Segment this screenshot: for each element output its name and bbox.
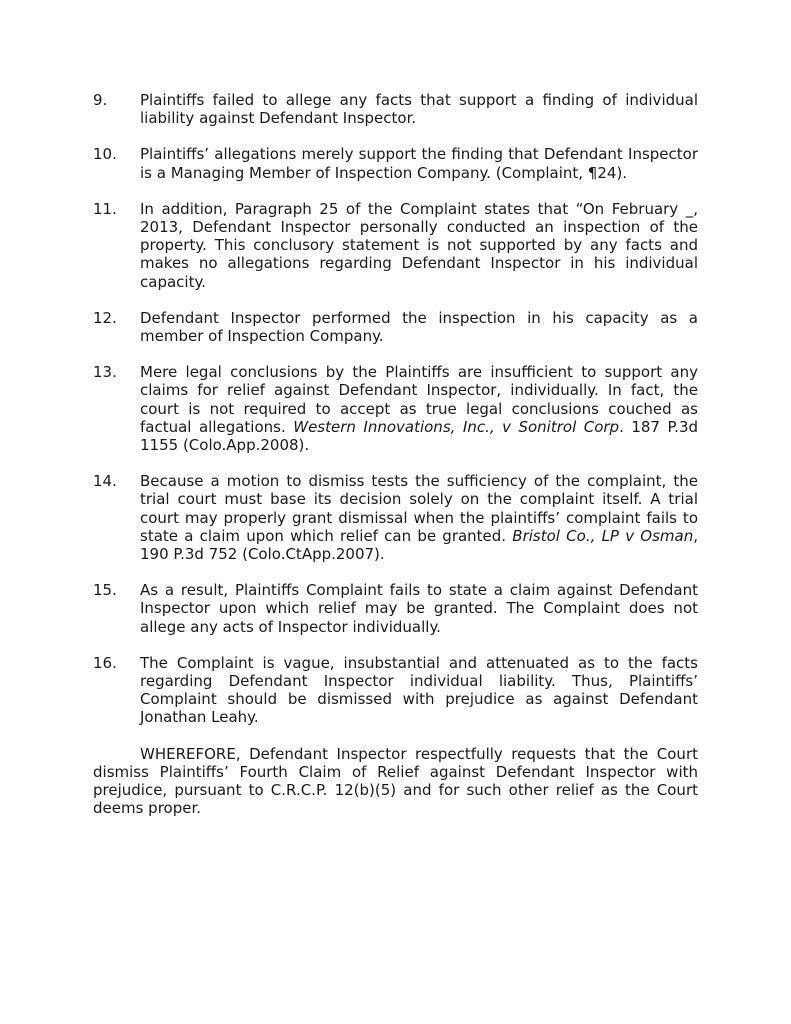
numbered-paragraph: [93, 309, 698, 345]
text-segment: In addition, Paragraph 25 of the Complaint states that “On February _, 2013, Defendant Inspector personally conducted an inspection of the property. This conclusory statement is not supported by any facts and makes no allegations regarding Defendant Inspector in his individual capacity.: [140, 199, 698, 291]
paragraph-text: [140, 654, 698, 727]
paragraph-number: 13.: [93, 363, 117, 382]
numbered-paragraph: [93, 472, 698, 563]
text-segment: Because a motion to dismiss tests the sufficiency of the complaint, the trial court must base its decision solely on the complaint itself. A trial court may properly grant dismissal when the plaintiffs’ complaint fails to state a claim upon which relief can be granted.: [140, 472, 698, 545]
paragraph-number: 10.: [93, 145, 117, 164]
text-segment: . 187 P.3d 1155 (Colo.App.2008).: [140, 417, 699, 455]
paragraph-text: [140, 91, 698, 127]
text-segment: , 190 P.3d 752 (Colo.CtApp.2007).: [140, 526, 698, 564]
wherefore-clause: WHEREFORE, Defendant Inspector respectfully requests that the Court dismiss Plaintiffs’ Fourth Claim of Relief against Defendant Inspector with prejudice, pursuant to C.R.C.P. 12(b)(5) and for such other relief as the Court deems proper.: [93, 744, 698, 818]
text-segment: Defendant Inspector performed the inspection in his capacity as a member of Inspection Company.: [140, 308, 698, 346]
numbered-paragraph: [93, 363, 698, 454]
numbered-paragraph: [93, 200, 698, 291]
document-page: [93, 91, 698, 833]
paragraph-text: [140, 309, 698, 345]
paragraph-number: 15.: [93, 581, 117, 600]
numbered-paragraph: [93, 91, 698, 127]
case-citation: Bristol Co., LP v Osman: [512, 526, 694, 545]
paragraph-number: 14.: [93, 472, 117, 491]
numbered-paragraph: [93, 145, 698, 181]
paragraph-text: [140, 472, 698, 563]
paragraph-text: [140, 145, 698, 181]
paragraph-text: [140, 200, 698, 291]
case-citation: Western Innovations, Inc., v Sonitrol Corp: [293, 417, 620, 436]
paragraph-number: 9.: [93, 91, 108, 109]
text-segment: Plaintiffs failed to allege any facts that support a finding of individual liability against Defendant Inspector.: [140, 91, 698, 128]
text-segment: The Complaint is vague, insubstantial and attenuated as to the facts regarding Defendant Inspector individual liability. Thus, Plaintiffs’ Complaint should be dismissed with prejudice as against Defendant Jonathan Leahy.: [140, 653, 698, 727]
paragraph-text: [140, 581, 698, 636]
text-segment: As a result, Plaintiffs Complaint fails to state a claim against Defendant Inspector upon which relief may be granted. The Complaint does not allege any acts of Inspector individually.: [140, 581, 698, 636]
paragraph-number: 12.: [93, 308, 117, 327]
text-segment: Mere legal conclusions by the Plaintiffs are insufficient to support any claims for relief against Defendant Inspector, individually. In fact, the court is not required to accept as true legal conclusions couched as factual allegations.: [140, 363, 698, 436]
numbered-paragraph: [93, 654, 698, 727]
numbered-paragraphs: [93, 91, 698, 727]
paragraph-number: 16.: [93, 653, 117, 672]
numbered-paragraph: [93, 581, 698, 636]
text-segment: Plaintiffs’ allegations merely support the finding that Defendant Inspector is a Managing Member of Inspection Company. (Complaint, ¶24).: [140, 145, 698, 182]
paragraph-text: [140, 363, 698, 454]
paragraph-number: 11.: [93, 199, 117, 218]
